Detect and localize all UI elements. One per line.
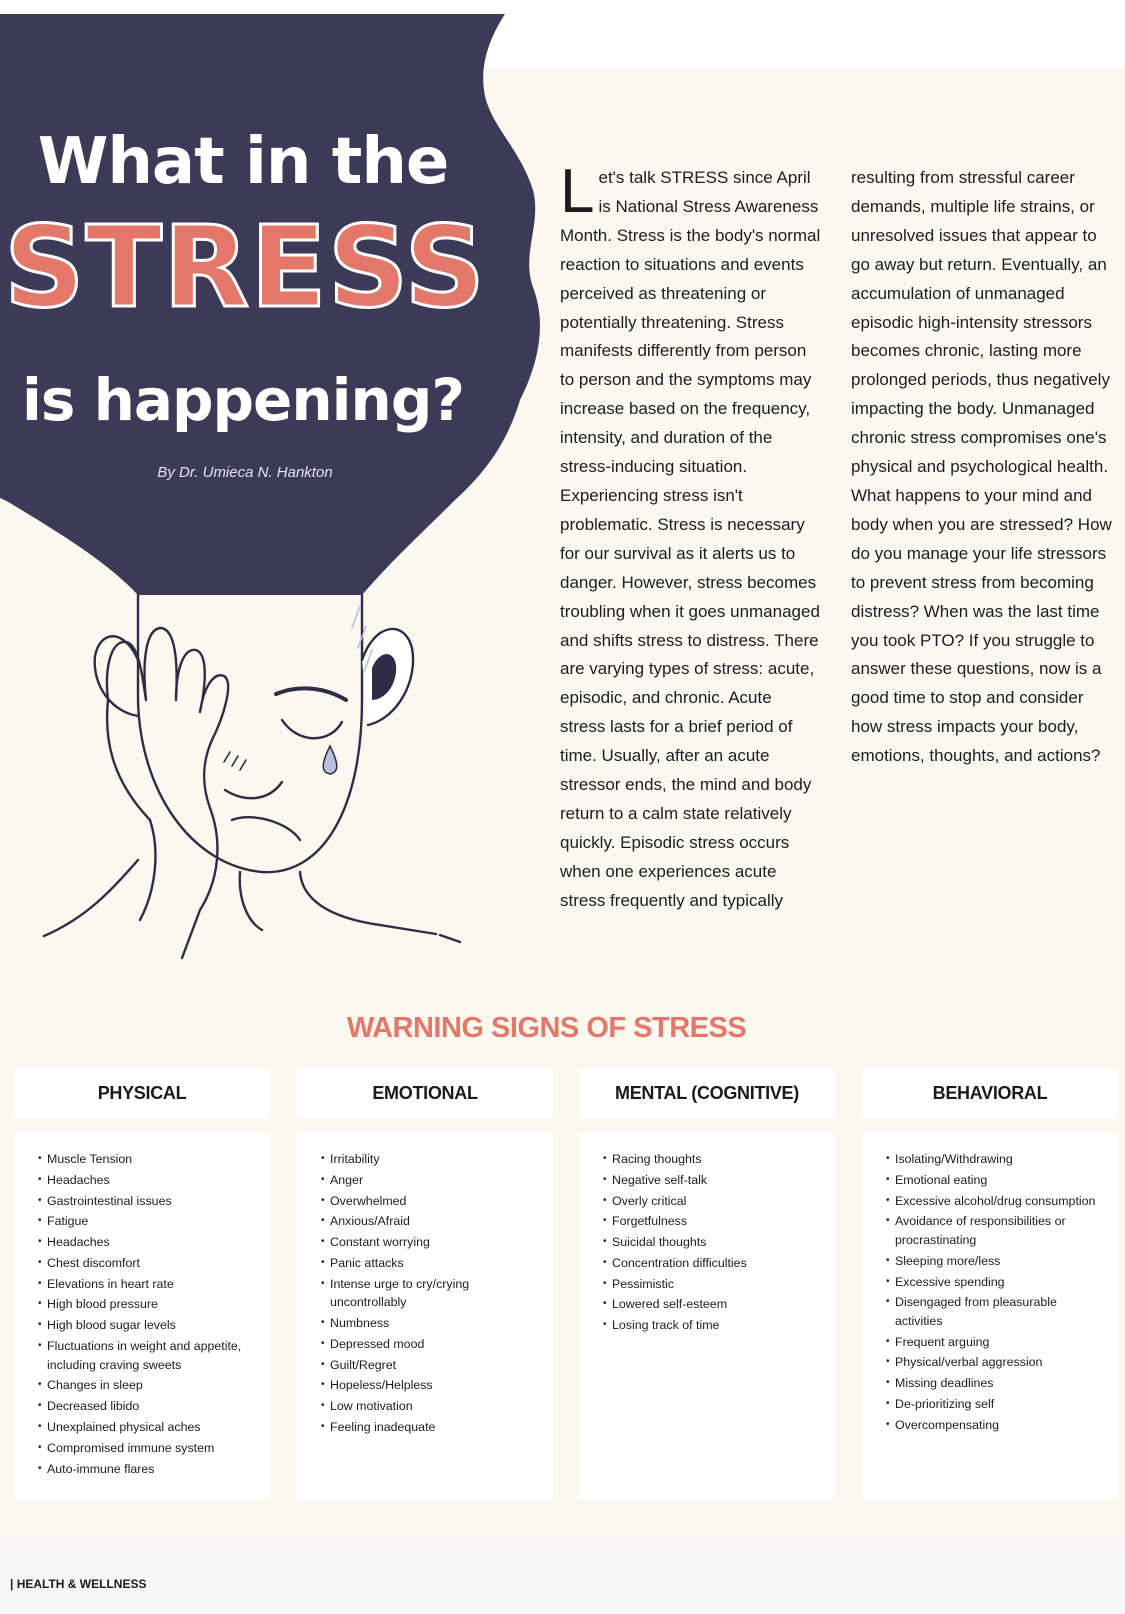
warning-sign-item: • Unexplained physical aches <box>38 1418 256 1437</box>
author-byline: By Dr. Umieca N. Hankton <box>157 464 333 481</box>
category-list-mental <box>579 1132 835 1500</box>
category-list-physical <box>14 1132 270 1500</box>
warning-sign-item: • Overwhelmed <box>321 1192 539 1211</box>
warning-sign-item: • Intense urge to cry/crying uncontrollably <box>321 1275 539 1312</box>
warning-sign-item: • Elevations in heart rate <box>38 1275 256 1294</box>
category-header-physical: PHYSICAL <box>14 1068 270 1118</box>
warning-sign-item: • Gastrointestinal issues <box>38 1192 256 1211</box>
warning-sign-item: • Fluctuations in weight and appetite, including craving sweets <box>38 1337 256 1374</box>
warning-sign-item: • Compromised immune system <box>38 1439 256 1458</box>
warning-signs-title: WARNING SIGNS OF STRESS <box>346 1012 747 1044</box>
warning-sign-item: • Emotional eating <box>886 1171 1104 1190</box>
warning-sign-item: • Auto-immune flares <box>38 1460 256 1479</box>
warning-sign-item: • Avoidance of responsibilities or procrastinating <box>886 1212 1104 1249</box>
warning-sign-item: • Sleeping more/less <box>886 1252 1104 1271</box>
warning-sign-item: • High blood pressure <box>38 1295 256 1314</box>
article-body <box>560 157 1112 944</box>
category-header-emotional: EMOTIONAL <box>297 1068 553 1118</box>
warning-sign-item: • Constant worrying <box>321 1233 539 1252</box>
warning-sign-item: • Losing track of time <box>603 1316 821 1335</box>
closed-eye <box>282 720 342 738</box>
title-stress-word: STRESS <box>3 203 487 333</box>
warning-sign-item: • Overcompensating <box>886 1416 1104 1435</box>
warning-sign-item: • Anger <box>321 1171 539 1190</box>
warning-sign-item: • Frequent arguing <box>886 1333 1104 1352</box>
warning-sign-item: • Missing deadlines <box>886 1374 1104 1393</box>
warning-sign-item: • Muscle Tension <box>38 1150 256 1169</box>
warning-sign-item: • Decreased libido <box>38 1397 256 1416</box>
warning-sign-item: • Guilt/Regret <box>321 1356 539 1375</box>
warning-sign-item: • Pessimistic <box>603 1275 821 1294</box>
category-header-mental: MENTAL (COGNITIVE) <box>579 1068 835 1118</box>
category-list-emotional <box>297 1132 553 1500</box>
shoulders <box>44 860 460 942</box>
section-footer-label: | HEALTH & WELLNESS <box>10 1577 147 1591</box>
warning-sign-item: • Headaches <box>38 1233 256 1252</box>
warning-sign-item: • Irritability <box>321 1150 539 1169</box>
warning-sign-item: • Depressed mood <box>321 1335 539 1354</box>
category-list-behavioral <box>862 1132 1118 1500</box>
warning-sign-item: • Chest discomfort <box>38 1254 256 1273</box>
warning-sign-item: • Racing thoughts <box>603 1150 821 1169</box>
warning-sign-item: • Changes in sleep <box>38 1376 256 1395</box>
warning-sign-item: • Hopeless/Helpless <box>321 1376 539 1395</box>
warning-sign-item: • Suicidal thoughts <box>603 1233 821 1252</box>
warning-sign-item: • High blood sugar levels <box>38 1316 256 1335</box>
warning-sign-item: • Overly critical <box>603 1192 821 1211</box>
hand <box>107 628 228 958</box>
title-line-3: is happening? <box>21 366 465 434</box>
article-text: et's talk STRESS since April is National Stress Awareness Month. Stress is the body's normal reaction to situations and events perceived as threatening or potentially threatening. Stress manifests differently from person to person and the symptoms may increase based on the frequency, intensity, and duration of the stress-inducing situation. Experiencing stress isn't problematic. Stress is necessary for our survival as it alerts us to danger. However, stress becomes troubling when it goes unmanaged and shifts stress to distress. There are varying types of stress: acute, episodic, and chronic. Acute stress lasts for a brief period of time. Usually, after an acute stressor ends, the mind and body return to a calm state relatively quickly. Episodic stress occurs when one experiences acute stress frequently and typically resulting from stressful career demands, multiple life strains, or unresolved issues that appear to go away but return. Eventually, an accumulation of unmanaged episodic high-intensity stressors becomes chronic, lasting more prolonged periods, thus negatively impacting the body. Unmanaged chronic stress compromises one's physical and psychological health. What happens to your mind and body when you are stressed? How do you manage your life stressors to prevent stress from becoming distress? When was the last time you took PTO? If you struggle to answer these questions, now is a good time to stop and consider how stress impacts your body, emotions, thoughts, and actions? <box>560 168 1112 910</box>
warning-sign-item: • Isolating/Withdrawing <box>886 1150 1104 1169</box>
warning-sign-item: • Negative self-talk <box>603 1171 821 1190</box>
mouth <box>225 782 282 798</box>
warning-sign-item: • Headaches <box>38 1171 256 1190</box>
warning-sign-item: • Forgetfulness <box>603 1212 821 1231</box>
eyebrow <box>276 688 346 700</box>
drop-cap: L <box>560 157 595 226</box>
warning-sign-item: • Disengaged from pleasurable activities <box>886 1293 1104 1330</box>
footer-background <box>0 1540 1125 1614</box>
warning-sign-item: • Excessive spending <box>886 1273 1104 1292</box>
warning-sign-item: • Anxious/Afraid <box>321 1212 539 1231</box>
tear-drop <box>323 746 337 774</box>
warning-sign-item: • Feeling inadequate <box>321 1418 539 1437</box>
warning-sign-item: • Physical/verbal aggression <box>886 1353 1104 1372</box>
warning-sign-item: • Panic attacks <box>321 1254 539 1273</box>
category-header-behavioral: BEHAVIORAL <box>862 1068 1118 1118</box>
warning-sign-item: • De-prioritizing self <box>886 1395 1104 1414</box>
title-line-1: What in the <box>37 125 449 199</box>
warning-sign-item: • Numbness <box>321 1314 539 1333</box>
warning-sign-item: • Lowered self-esteem <box>603 1295 821 1314</box>
left-ear <box>95 636 138 716</box>
warning-sign-item: • Concentration difficulties <box>603 1254 821 1273</box>
warning-sign-item: • Fatigue <box>38 1212 256 1231</box>
warning-sign-item: • Excessive alcohol/drug consumption <box>886 1192 1104 1211</box>
warning-sign-item: • Low motivation <box>321 1397 539 1416</box>
